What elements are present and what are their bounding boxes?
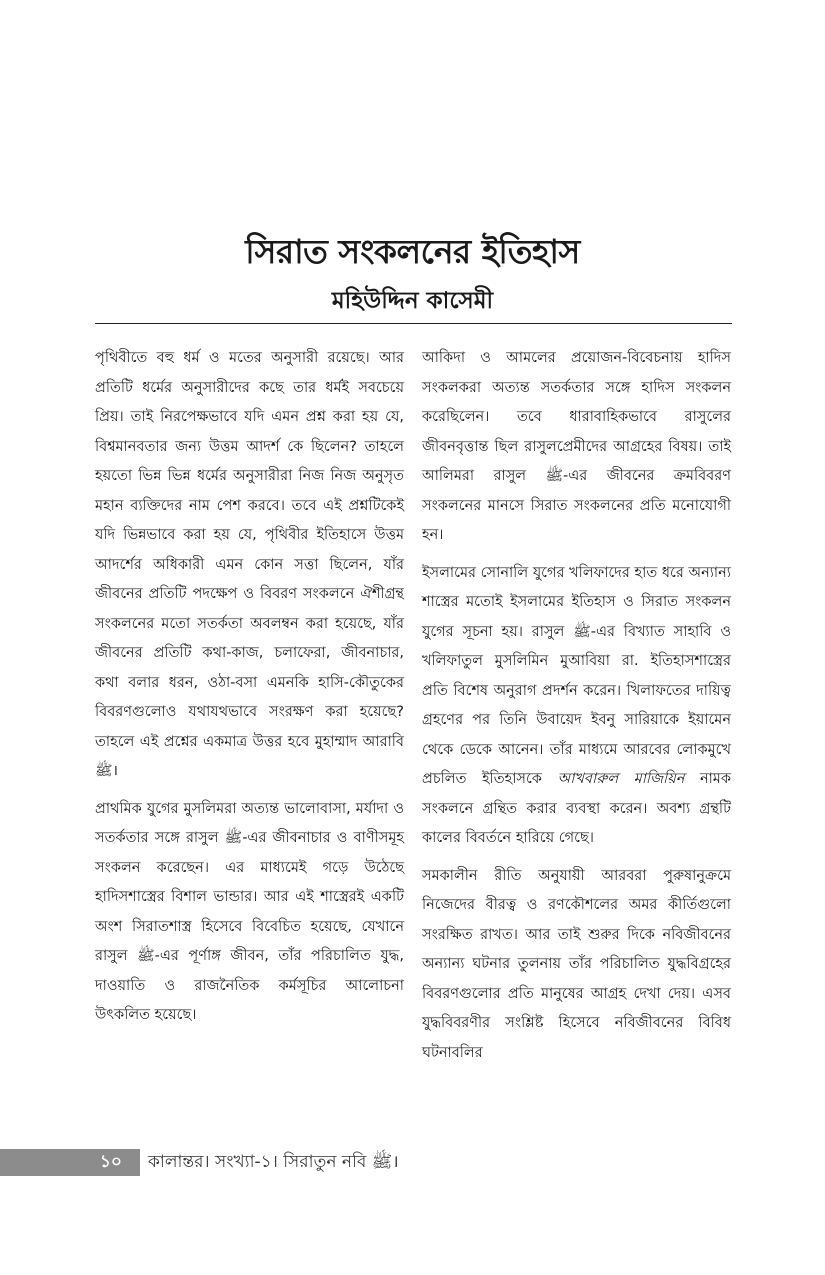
paragraph: পৃথিবীতে বহু ধর্ম ও মতের অনুসারী রয়েছে। আর প্রতিটি ধর্মের অনুসারীদের কছে তার ধর্মই সবচেয়ে প্রিয়। তাই নিরপেক্ষভাবে যদি এমন প্রশ্ন করা হয় যে, বিশ্বমানবতার জন্য উত্তম আদর্শ কে ছিলেন? তাহলে হয়তো ভিন্ন ভিন্ন ধর্মের অনুসারীরা নিজ নিজ অনুসৃত মহান ব্যক্তিদের নাম পেশ করবে। তবে এই প্রশ্নটিকেই যদি ভিন্নভাবে করা হয় যে, পৃথিবীর ইতিহাসে উত্তম আদর্শের অধিকারী এমন কোন সত্তা ছিলেন, যাঁর জীবনের প্রতিটি পদক্ষেপ ও বিবরণ সংকলনে ঐশীগ্রন্থ সংকলনের মতো সতর্কতা অবলম্বন করা হয়েছে, যাঁর জীবনের প্রতিটি কথা-কাজ, চলাফেরা, জীবনাচার, কথা বলার ধরন, ওঠা-বসা এমনকি হাসি-কৌতুকের বিবরণগুলোও যথাযথভাবে সংরক্ষণ করা হয়েছে? তাহলে এই প্রশ্নের একমাত্র উত্তর হবে মুহাম্মাদ আরাবি ﷺ। xyxy=(95,350,404,779)
paragraph: আকিদা ও আমলের প্রয়োজন-বিবেচনায় হাদিস সংকলকরা অত্যন্ত সতর্কতার সঙ্গে হাদিস সংকলন করেছিলেন। তবে ধারাবাহিকভাবে রাসুলের জীবনবৃত্তান্ত ছিল রাসুলপ্রেমীদের আগ্রহের বিষয়। তাই আলিমরা রাসুল ﷺ-এর জীবনের ক্রমবিবরণ সংকলনের মানসে সিরাত সংকলনের প্রতি মনোযোগী হন। xyxy=(422,350,731,543)
article-title: সিরাত সংকলনের ইতিহাস xyxy=(245,232,580,271)
paragraph xyxy=(422,559,731,854)
page-number: ১০ xyxy=(99,1151,122,1172)
paragraph: প্রাথমিক যুগের মুসলিমরা অত্যন্ত ভালোবাসা, মর্যাদা ও সতর্কতার সঙ্গে রাসুল ﷺ-এর জীবনাচার ও বাণীসমূহ সংকলন করেছেন। এর মাধ্যমেই গড়ে উঠেছে হাদিসশাস্ত্রের বিশাল ভান্ডার। আর এই শাস্ত্রেরই একটি অংশ সিরাতশাস্ত্র হিসেবে বিবেচিত হয়েছে, যেখানে রাসুল ﷺ-এর পূর্ণাঙ্গ জীবন, তাঁর পরিচালিত যুদ্ধ, দাওয়াতি ও রাজনৈতিক কর্মসূচির আলোচনা উৎকলিত হয়েছে। xyxy=(95,800,404,1023)
paragraph: সমকালীন রীতি অনুযায়ী আরবরা পুরুষানুক্রমে নিজেদের বীরত্ব ও রণকৌশলের অমর কীর্তিগুলো সংরক্ষিত রাখত। আর তাই শুরুর দিকে নবিজীবনের অন্যান্য ঘটনার তুলনায় তাঁর পরিচালিত যুদ্ধবিগ্রহের বিবরণগুলোর প্রতি মানুষের আগ্রহ দেখা দেয়। এসব যুদ্ধবিবরণীর সংশ্লিষ্ট হিসেবে নবিজীবনের বিবিধ ঘটনাবলির xyxy=(422,867,731,1061)
paragraph-text: ইসলামের সোনালি যুগের খলিফাদের হাত ধরে অন্যান্য শাস্ত্রের মতোই ইসলামের ইতিহাস ও সিরাত সংকলন যুগের সূচনা হয়। রাসুল ﷺ-এর বিখ্যাত সাহাবি ও খলিফাতুল মুসলিমিন মুআবিয়া রা. ইতিহাসশাস্ত্রের প্রতি বিশেষ অনুরাগ প্রদর্শন করেন। খিলাফতের দায়িত্ব গ্রহণের পর তিনি উবায়েদ ইবনু সারিয়াকে ইয়ামেন থেকে ডেকে আনেন। তাঁর মাধ্যমে আরবের লোকমুখে প্রচলিত ইতিহাসকে xyxy=(422,564,731,787)
author-name: মহিউদ্দিন কাসেমী xyxy=(331,288,494,314)
paragraph-text: নামক সংকলনে গ্রন্থিত করার ব্যবস্থা করেন। অবশ্য গ্রন্থটি কালের বিবর্তনে হারিয়ে গেছে। xyxy=(422,771,731,846)
left-column xyxy=(95,344,404,1031)
running-title: কালান্তর। সংখ্যা-১। সিরাতুন নবি ﷺ। xyxy=(148,1152,399,1172)
title-divider xyxy=(95,323,732,324)
right-column xyxy=(422,344,731,1068)
book-title: আখবারুল মাজিয়িন xyxy=(557,771,685,787)
page-number-band xyxy=(0,1149,140,1176)
